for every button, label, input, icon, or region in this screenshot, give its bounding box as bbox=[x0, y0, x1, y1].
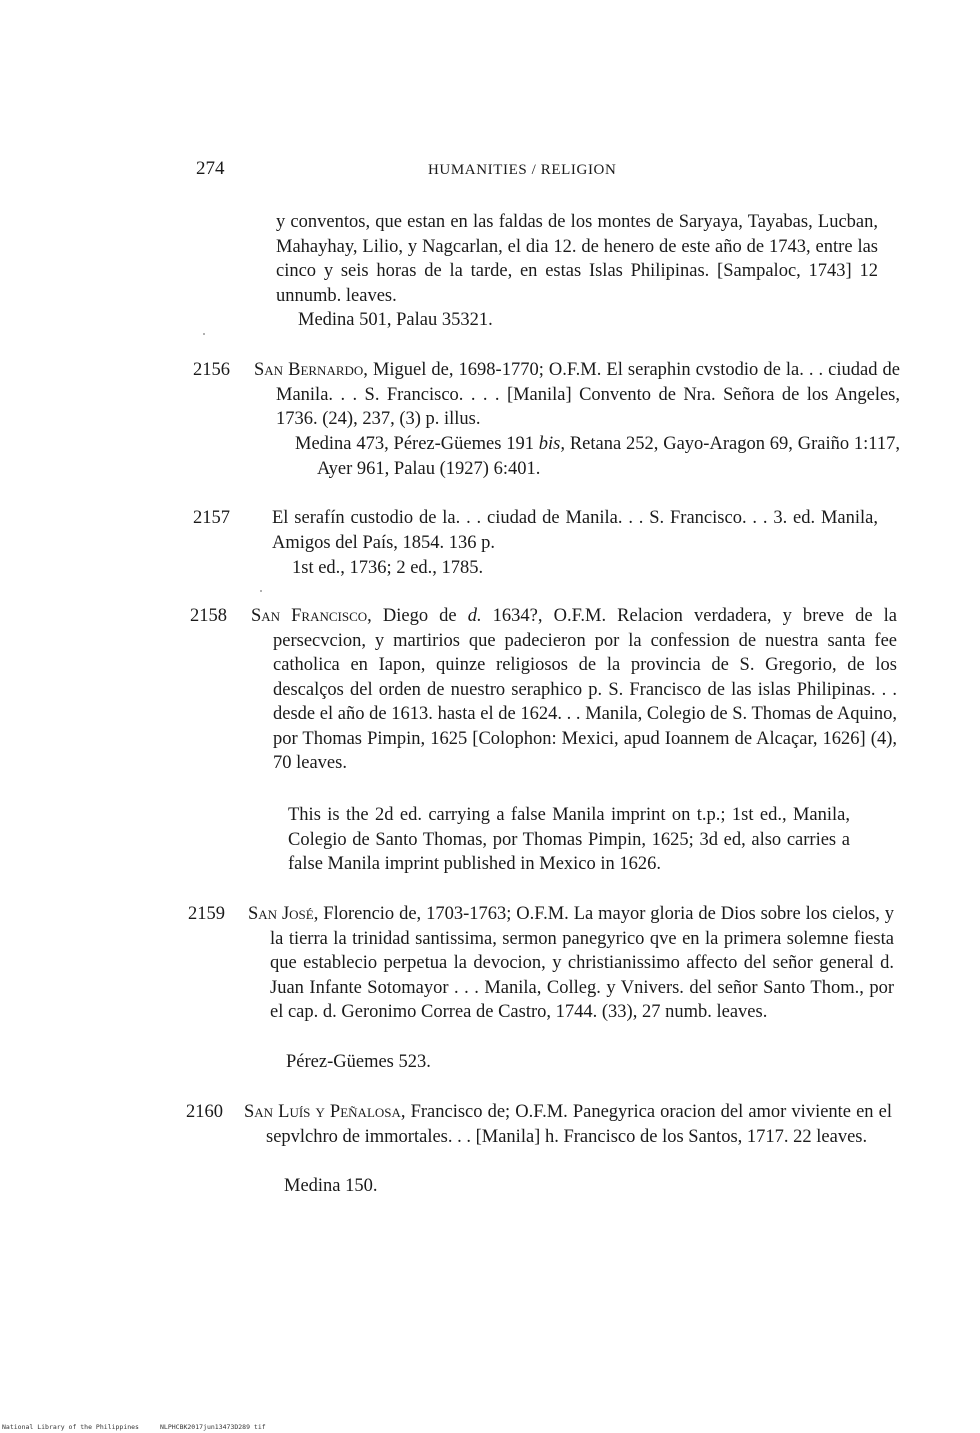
entry-number: 2157 bbox=[193, 508, 230, 528]
footer-library: National Library of the Philippines bbox=[2, 1423, 139, 1431]
entry-body: Florencio de, 1703-1763; O.F.M. La mayor gloria de Dios sobre los cielos, y la tierra la trinidad santissima, sermon panegyrico qve en la primera solemne fiesta que establecio perpetua la devocion, y christianissimo affecto del señor general d. Juan Infante Sotomayor . . . Manila, Colleg. y Vnivers. del señor Santo Thom., por el cap. d. Geronimo Correa de Castro, 1744. (33), 27 numb. leaves. bbox=[270, 904, 894, 1022]
page-number: 274 bbox=[196, 158, 225, 179]
entry-number: 2156 bbox=[193, 360, 230, 380]
continuation-note: Medina 501, Palau 35321. bbox=[298, 310, 493, 330]
entry-author: San Bernardo, bbox=[254, 360, 368, 380]
entry-text: San Francisco, Diego de d. 1634?, O.F.M. Relacion verdadera, y breve de la persecvcion, y martirios que padecieron por la confession de nuestra santa fee catholica en Iapon, quinze religiosos de la provincia de S. Gregorio, de los descalços del orden de nuestro seraphico p. S. Francisco de las islas Philipinas. . . desde el año de 1613. hasta el de 1624. . . Manila, Colegio de S. Thomas de Aquino, por Thomas Pimpin, 1625 [Colophon: Mexici, apud Ioannem de Alcaçar, 1626] (4), 70 leaves. bbox=[251, 606, 897, 773]
entry-note: This is the 2d ed. carrying a false Manila imprint on t.p.; 1st ed., Manila, Colegio de Santo Thomas, por Thomas Pimpin, 1625; 3d ed, also carries a false Manila imprint published in Mexico in 1626. bbox=[288, 805, 850, 874]
entry-author: San Luís y Peñalosa, bbox=[244, 1102, 406, 1122]
entry-note: Medina 473, Pérez-Güemes 191 bis, Retana 252, Gayo-Aragon 69, Graiño 1:117, Ayer 961, Palau (1927) 6:401. bbox=[295, 434, 900, 479]
entry-number: 2160 bbox=[186, 1102, 223, 1122]
entry-author: San Francisco, bbox=[251, 606, 372, 626]
running-head: HUMANITIES / RELIGION bbox=[428, 162, 617, 178]
entry-note: 1st ed., 1736; 2 ed., 1785. bbox=[292, 558, 484, 578]
entry-text bbox=[244, 1100, 892, 1149]
entry-number: 2158 bbox=[190, 606, 227, 626]
entry-note: Pérez-Güemes 523. bbox=[286, 1052, 431, 1072]
entry-text bbox=[248, 902, 894, 1025]
entry-body: Francisco de; O.F.M. Panegyrica oracion del amor viviente en el sepvlchro de immortales. . . [Manila] h. Francisco de los Santos, 1717. 22 leaves. bbox=[266, 1102, 892, 1147]
entry-note: Medina 150. bbox=[284, 1176, 378, 1196]
footer-file-id: NLPHCBK2017jun13473D289 tif bbox=[160, 1423, 266, 1431]
entry-number: 2159 bbox=[188, 904, 225, 924]
scan-speck bbox=[203, 333, 205, 335]
continuation-text: y conventos, que estan en las faldas de los montes de Saryaya, Tayabas, Lucban, Mahayhay, Lilio, y Nagcarlan, el dia 12. de henero de este año de 1743, entre las cinco y seis horas de la tarde, en estas Islas Philipinas. [Sampaloc, 1743] 12 unnumb. leaves. bbox=[276, 212, 878, 306]
scan-speck bbox=[260, 590, 262, 592]
entry-text bbox=[254, 358, 900, 432]
entry-body: Miguel de, 1698-1770; O.F.M. El seraphin cvstodio de la. . . ciudad de Manila. . . S. Francisco. . . . [Manila] Convento de Nra. Señora de los Angeles, 1736. (24), 237, (3) p. illus. bbox=[276, 360, 900, 429]
entry-author: San José, bbox=[248, 904, 319, 924]
entry-text: El serafín custodio de la. . . ciudad de Manila. . . S. Francisco. . . 3. ed. Manila, Amigos del País, 1854. 136 p. bbox=[272, 508, 878, 553]
